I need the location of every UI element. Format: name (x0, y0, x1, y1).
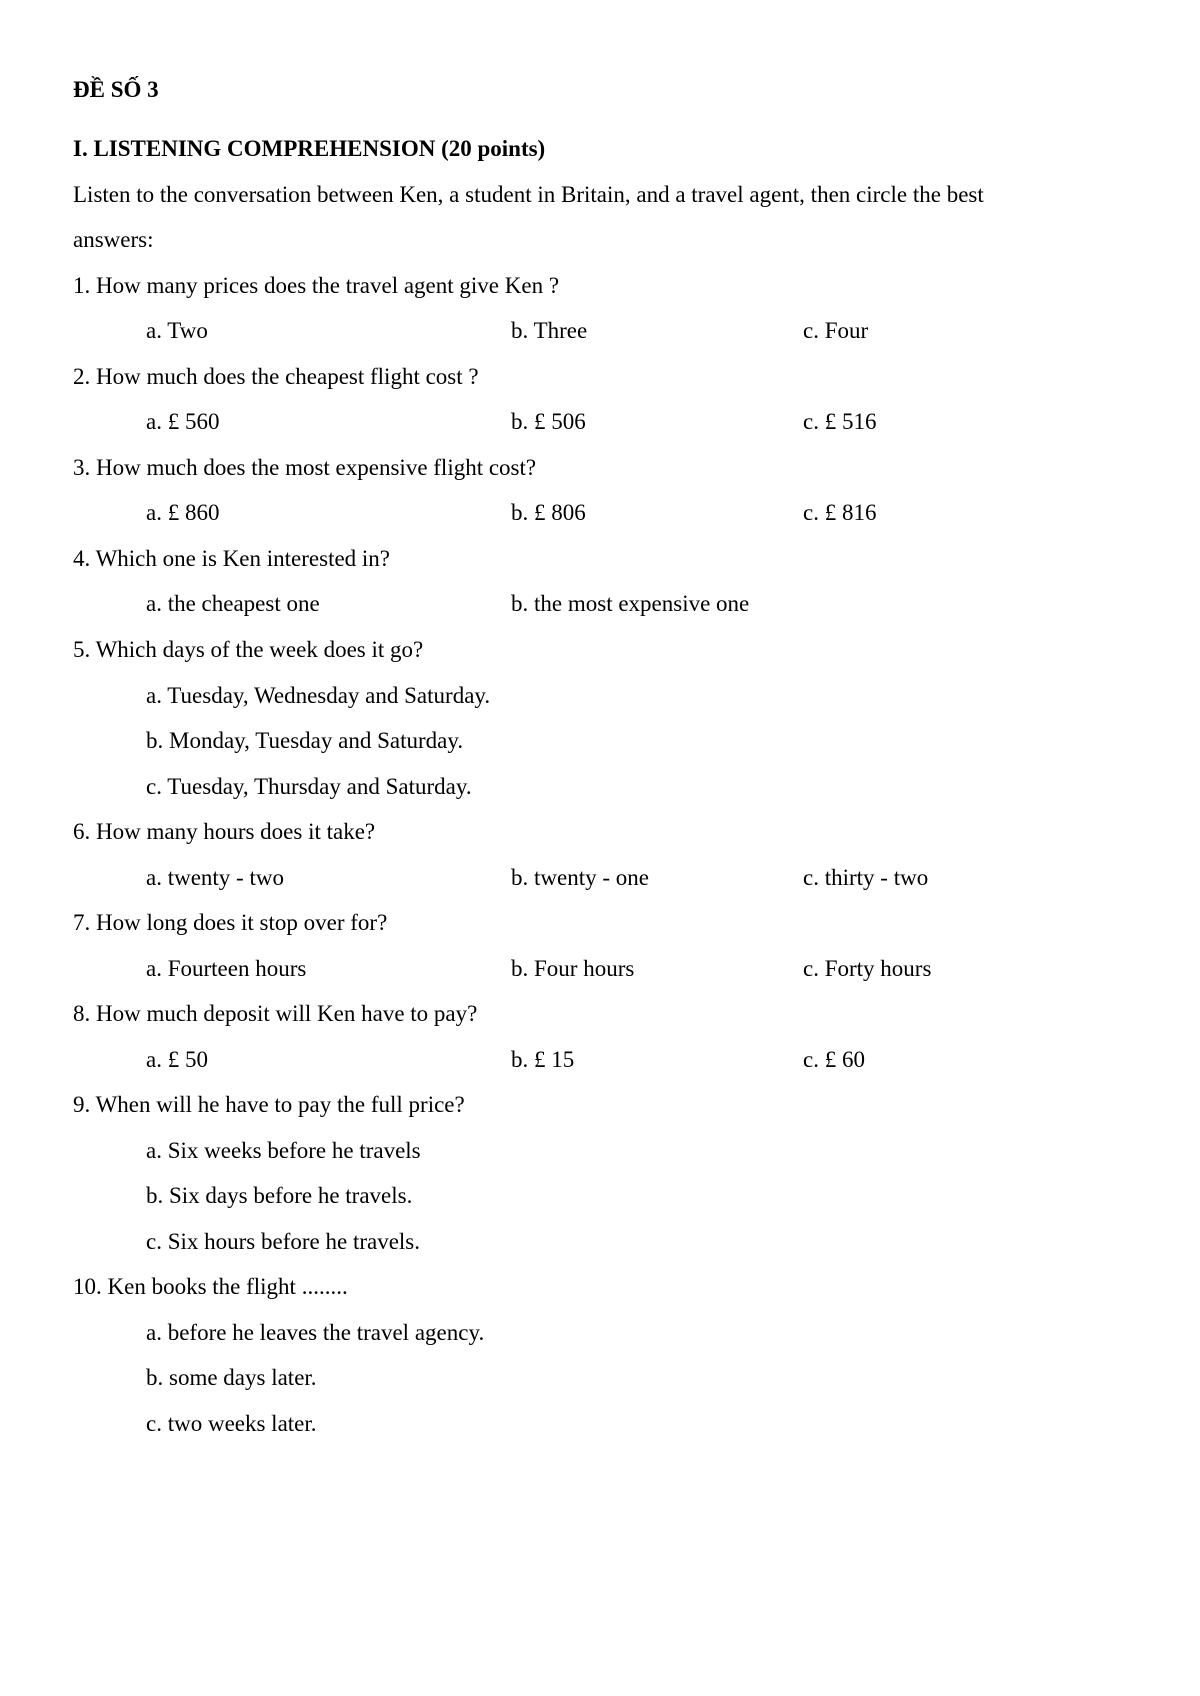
q10-option-a: a. before he leaves the travel agency. (146, 1320, 485, 1345)
q1-option-c: c. Four (803, 318, 869, 343)
q9-option-c: c. Six hours before he travels. (146, 1229, 421, 1254)
q3-option-b: b. £ 806 (511, 500, 586, 525)
q7-option-b: b. Four hours (511, 956, 635, 981)
question-6: 6. How many hours does it take? (73, 819, 376, 844)
q9-option-b: b. Six days before he travels. (146, 1183, 413, 1208)
q6-option-b: b. twenty - one (511, 865, 649, 890)
q6-option-c: c. thirty - two (803, 865, 929, 890)
q3-option-a: a. £ 860 (146, 500, 220, 525)
question-8: 8. How much deposit will Ken have to pay? (73, 1001, 478, 1026)
q10-option-b: b. some days later. (146, 1365, 317, 1390)
question-5: 5. Which days of the week does it go? (73, 637, 424, 662)
q7-option-a: a. Fourteen hours (146, 956, 307, 981)
question-1: 1. How many prices does the travel agent give Ken ? (73, 273, 560, 298)
question-9: 9. When will he have to pay the full price? (73, 1092, 465, 1117)
section-title: I. LISTENING COMPREHENSION (20 points) (73, 136, 546, 161)
q2-option-a: a. £ 560 (146, 409, 220, 434)
q7-option-c: c. Forty hours (803, 956, 932, 981)
q1-option-a: a. Two (146, 318, 208, 343)
q10-option-c: c. two weeks later. (146, 1411, 317, 1436)
q2-option-b: b. £ 506 (511, 409, 586, 434)
q3-option-c: c. £ 816 (803, 500, 877, 525)
question-4: 4. Which one is Ken interested in? (73, 546, 391, 571)
q5-option-c: c. Tuesday, Thursday and Saturday. (146, 774, 472, 799)
question-10: 10. Ken books the flight ........ (73, 1274, 348, 1299)
q2-option-c: c. £ 516 (803, 409, 877, 434)
question-2: 2. How much does the cheapest flight cost ? (73, 364, 479, 389)
q9-option-a: a. Six weeks before he travels (146, 1138, 421, 1163)
q5-option-a: a. Tuesday, Wednesday and Saturday. (146, 683, 491, 708)
q4-option-b: b. the most expensive one (511, 591, 750, 616)
exam-title: ĐỀ SỐ 3 (73, 77, 159, 102)
q6-option-a: a. twenty - two (146, 865, 284, 890)
q1-option-b: b. Three (511, 318, 588, 343)
q8-option-c: c. £ 60 (803, 1047, 865, 1072)
q8-option-b: b. £ 15 (511, 1047, 575, 1072)
instructions-line-1: Listen to the conversation between Ken, a student in Britain, and a travel agent, then circle the best (73, 182, 984, 207)
question-3: 3. How much does the most expensive flight cost? (73, 455, 537, 480)
q5-option-b: b. Monday, Tuesday and Saturday. (146, 728, 464, 753)
instructions-line-2: answers: (73, 227, 154, 252)
q8-option-a: a. £ 50 (146, 1047, 208, 1072)
q4-option-a: a. the cheapest one (146, 591, 320, 616)
question-7: 7. How long does it stop over for? (73, 910, 388, 935)
